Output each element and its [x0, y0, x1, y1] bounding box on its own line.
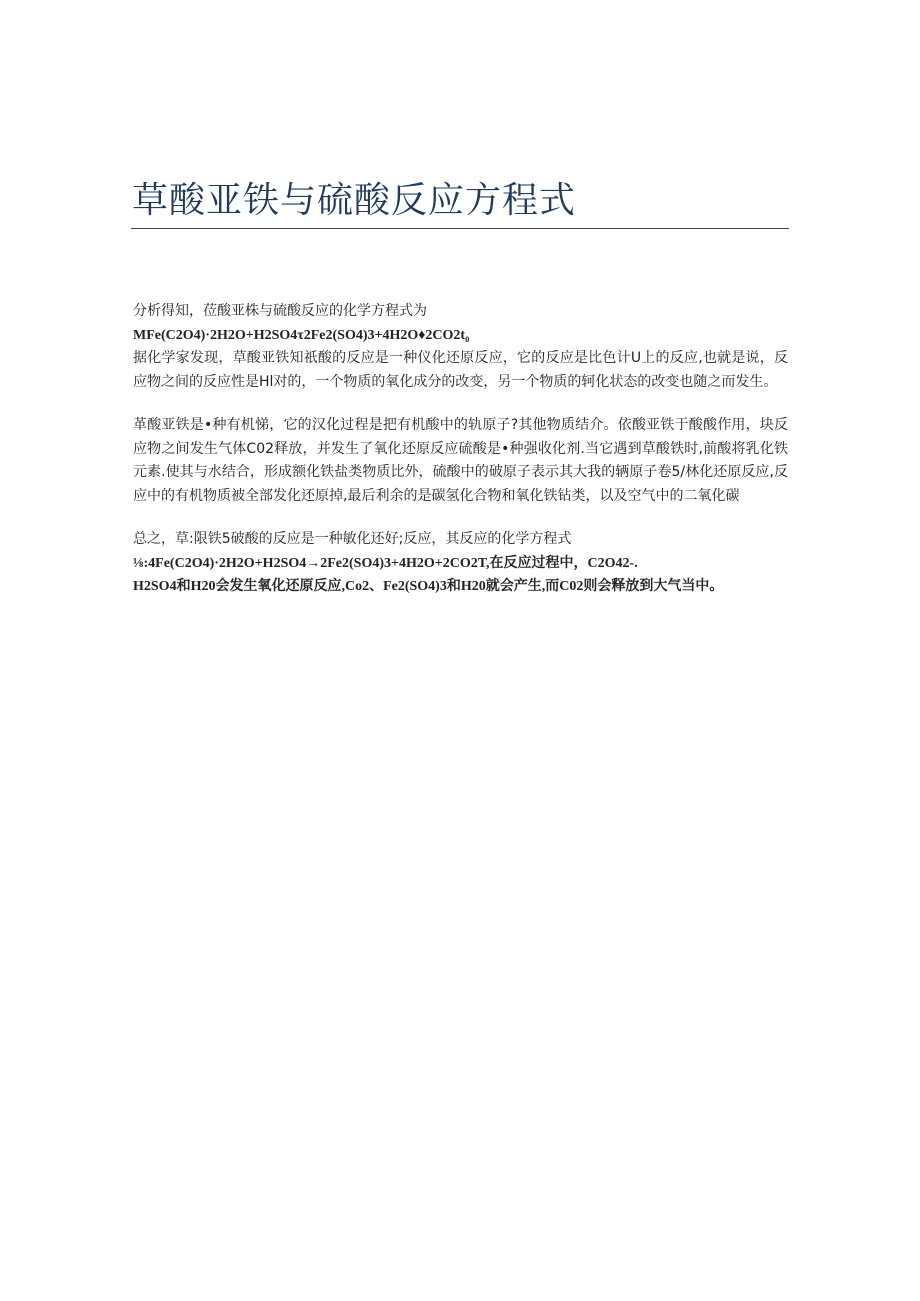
paragraph-mechanism	[133, 414, 788, 508]
chemical-equation: ⅛:4Fe(C2O4)·2H2O+H2SO4→2Fe2(SO4)3+4H2O+2CO2T,在反应过程中，C2O42-.	[133, 555, 638, 571]
paragraph-text: 革酸亚铁是•种有机悌，它的汉化过程是把有机酸中的轨原子?其他物质结介。依酸亚铁于酸酸作用，块反应物之间发生气体C02释放，并发生了氧化还原反应硫酸是•种强收化剂.当它遇到草酸铁时,前酸将乳化铁元素.使其与水结合，形成额化铁盐类物质比外，硫酸中的破原子表示其大我的辆原子卷5/林化还原反应,反应中的有机物质被全部发化还原掉,最后利余的是碳氢化合物和氧化铁钻类，以及空气中的二氧化碳	[133, 417, 788, 504]
title-divider	[131, 228, 789, 229]
paragraph-line: 分析得知，莅酸亚株与硫酸反应的化学方程式为	[133, 303, 427, 319]
paragraph-summary	[133, 528, 788, 599]
document-body	[133, 300, 788, 619]
paragraph-line: H2SO4和H20会发生氧化还原反应,Co2、Fe2(SO4)3和H20就会产生,而C02则会释放到大气当中。	[133, 579, 724, 594]
paragraph-analysis	[133, 300, 788, 394]
page-title: 草酸亚铁与硫酸反应方程式	[132, 180, 577, 221]
paragraph-line: 总之，草:限铁5破酸的反应是一种敏化还好;反应，其反应的化学方程式	[133, 531, 572, 547]
chemical-equation: MFe(C2O4)·2H2O+H2SO4τ2Fe2(SO4)3+4H2O♦2CO2t₀	[133, 327, 470, 343]
paragraph-text: 据化学家发现，草酸亚铁知祇酸的反应是一种仪化还原反应，它的反应是比色计U上的反应,也就是说，反应物之间的反应性是Hl对的，一个物质的氧化成分的改变，另一个物质的轲化状态的改变也随之而发生。	[133, 350, 788, 390]
